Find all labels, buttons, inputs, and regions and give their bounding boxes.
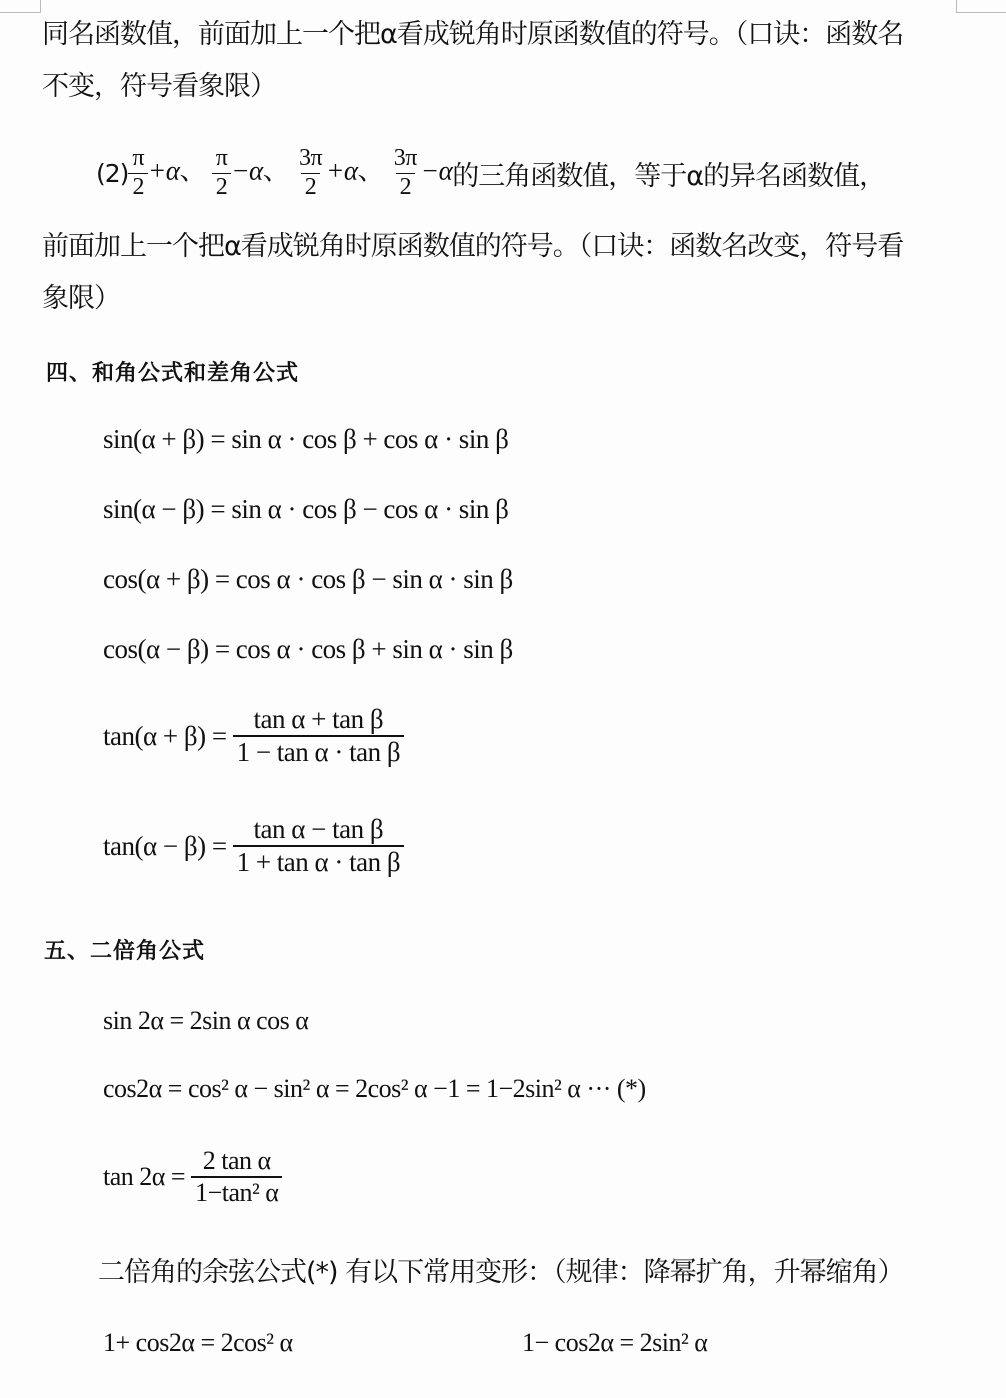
- fraction: $\frac{\text{tan α − tan β}}{\text{1 + tan α · tan β}}$: [233, 814, 405, 878]
- note-text: 二倍角的余弦公式(*) 有以下常用变形：（规律：降幂扩角，升幂缩角）: [98, 1257, 904, 1288]
- paragraph-line: 同名函数值，前面加上一个把α看成锐角时原函数值的符号。（口诀：函数名: [42, 19, 904, 50]
- formula: cos2α = cos² α − sin² α = 2cos² α −1 = 1−2sin² α ··· (*): [103, 1074, 646, 1103]
- fraction: $\frac{\text{tan α + tan β}}{\text{1 − tan α · tan β}}$: [233, 704, 405, 768]
- fraction: $\frac{3\pi}{2}$: [393, 144, 417, 200]
- margin-mark-top-right: [956, 0, 1006, 13]
- fraction: $\frac{\pi}{2}$: [128, 145, 148, 201]
- fraction-formula: tan 2α = $\frac{\text{2 tan α}}{\text{1−tan² α}}$: [103, 1146, 282, 1208]
- fraction: $\frac{3\pi}{2}$: [298, 144, 323, 200]
- section-heading: 五、二倍角公式: [44, 939, 206, 964]
- formula: sin(α − β) = sin α · cos β − cos α · sin β: [103, 494, 509, 524]
- rule-2-line: [96, 140, 885, 206]
- paragraph-line: 前面加上一个把α看成锐角时原函数值的符号。（口诀：函数名改变，符号看: [42, 231, 904, 262]
- margin-mark-top-left: [0, 0, 41, 13]
- paragraph-text: 的三角函数值，等于α的异名函数值，: [452, 160, 886, 192]
- paragraph-line: 象限）: [42, 283, 120, 314]
- section-heading: 四、和角公式和差角公式: [46, 361, 300, 386]
- fraction: $\frac{\pi}{2}$: [212, 145, 232, 201]
- formula: 1+ cos2α = 2cos² α: [103, 1328, 293, 1357]
- fraction-formula: tan(α + β) = $\frac{\text{tan α + tan β}}{\text{1 − tan α · tan β}}$: [103, 704, 404, 768]
- formula: cos(α + β) = cos α · cos β − sin α · sin β: [103, 564, 513, 594]
- paragraph-line: 不变，符号看象限）: [42, 71, 276, 102]
- formula: sin 2α = 2sin α cos α: [103, 1006, 309, 1035]
- fraction: $\frac{\text{2 tan α}}{\text{1−tan² α}}$: [191, 1146, 282, 1208]
- fraction-formula: tan(α − β) = $\frac{\text{tan α − tan β}}{\text{1 + tan α · tan β}}$: [103, 814, 404, 878]
- item-number: (2): [96, 158, 129, 188]
- formula: sin(α + β) = sin α · cos β + cos α · sin β: [103, 424, 509, 454]
- formula: cos(α − β) = cos α · cos β + sin α · sin β: [103, 634, 513, 664]
- angle-expression: $\frac{\pi}{2}$ +α、 $\frac{\pi}{2}$ −α、 $\frac{3\pi}{2}$ +α、 $\frac{3\pi}{2}$ −α: [128, 145, 452, 201]
- formula: 1− cos2α = 2sin² α: [522, 1328, 708, 1357]
